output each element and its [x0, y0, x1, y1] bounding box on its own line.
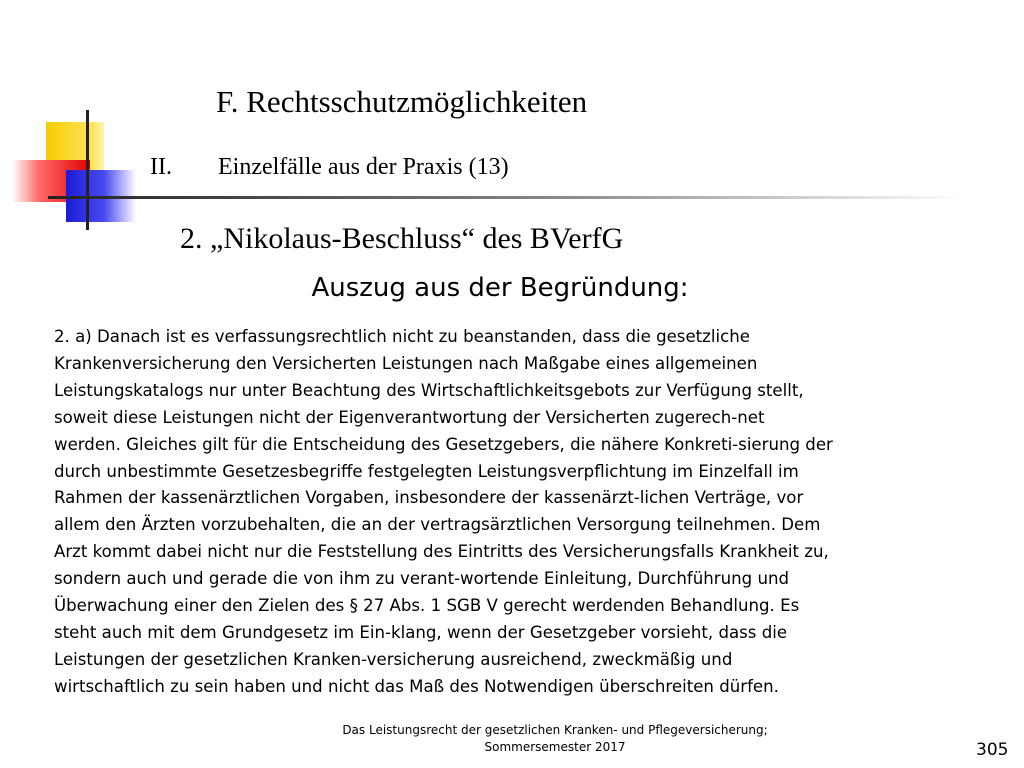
body-line: durch unbestimmte Gesetzesbegriffe festgelegten Leistungsverpflichtung im Einzelfall im — [54, 461, 799, 481]
body-line: wirtschaftlich zu sein haben und nicht das Maß des Notwendigen überschreiten dürfen. — [54, 676, 779, 696]
body-line: soweit diese Leistungen nicht der Eigenverantwortung der Versicherten zugerech-net — [54, 407, 765, 427]
footer-semester: Sommersemester 2017 — [484, 740, 626, 754]
subtitle-number: II. — [150, 154, 172, 180]
body-line: Krankenversicherung den Versicherten Leistungen nach Maßgabe eines allgemeinen — [54, 353, 758, 373]
page-number: 305 — [976, 740, 1009, 760]
body-line: Überwachung einer den Zielen des § 27 Abs. 1 SGB V gerecht werdenden Behandlung. Es — [54, 596, 800, 616]
vertical-rule — [86, 110, 89, 230]
footer-course-title: Das Leistungsrecht der gesetzlichen Kranken- und Pflegeversicherung; — [342, 723, 768, 737]
section-subheading: Auszug aus der Begründung: — [311, 273, 689, 303]
slide-footer — [0, 722, 1024, 756]
quote-body — [54, 324, 954, 701]
body-line: Rahmen der kassenärztlichen Vorgaben, insbesondere der kassenärzt-lichen Verträge, vor — [54, 488, 804, 508]
corner-decoration — [0, 0, 160, 240]
body-line: 2. a) Danach ist es verfassungsrechtlich nicht zu beanstanden, dass die gesetzliche — [54, 327, 750, 346]
section-heading: 2. „Nikolaus-Beschluss“ des BVerfG — [180, 222, 624, 255]
body-line: Leistungskatalogs nur unter Beachtung des Wirtschaftlichkeitsgebots zur Verfügung stellt, — [54, 380, 804, 400]
body-line: werden. Gleiches gilt für die Entscheidung des Gesetzgebers, die nähere Konkreti-sierung der — [54, 434, 833, 454]
body-line: allem den Ärzten vorzubehalten, die an der vertragsärztlichen Versorgung teilnehmen. Dem — [54, 515, 821, 535]
body-line: Leistungen der gesetzlichen Kranken-versicherung ausreichend, zweckmäßig und — [54, 649, 733, 669]
slide-title: F. Rechtsschutzmöglichkeiten — [216, 84, 588, 119]
body-line: steht auch mit dem Grundgesetz im Ein-klang, wenn der Gesetzgeber vorsieht, dass die — [54, 622, 788, 642]
horizontal-rule — [48, 196, 968, 199]
body-line: sondern auch und gerade die von ihm zu verant-wortende Einleitung, Durchführung und — [54, 569, 790, 589]
body-line: Arzt kommt dabei nicht nur die Feststellung des Eintritts des Versicherungsfalls Krankheit zu, — [54, 542, 829, 562]
subtitle-text: Einzelfälle aus der Praxis (13) — [218, 154, 509, 180]
slide-subtitle — [150, 154, 509, 181]
